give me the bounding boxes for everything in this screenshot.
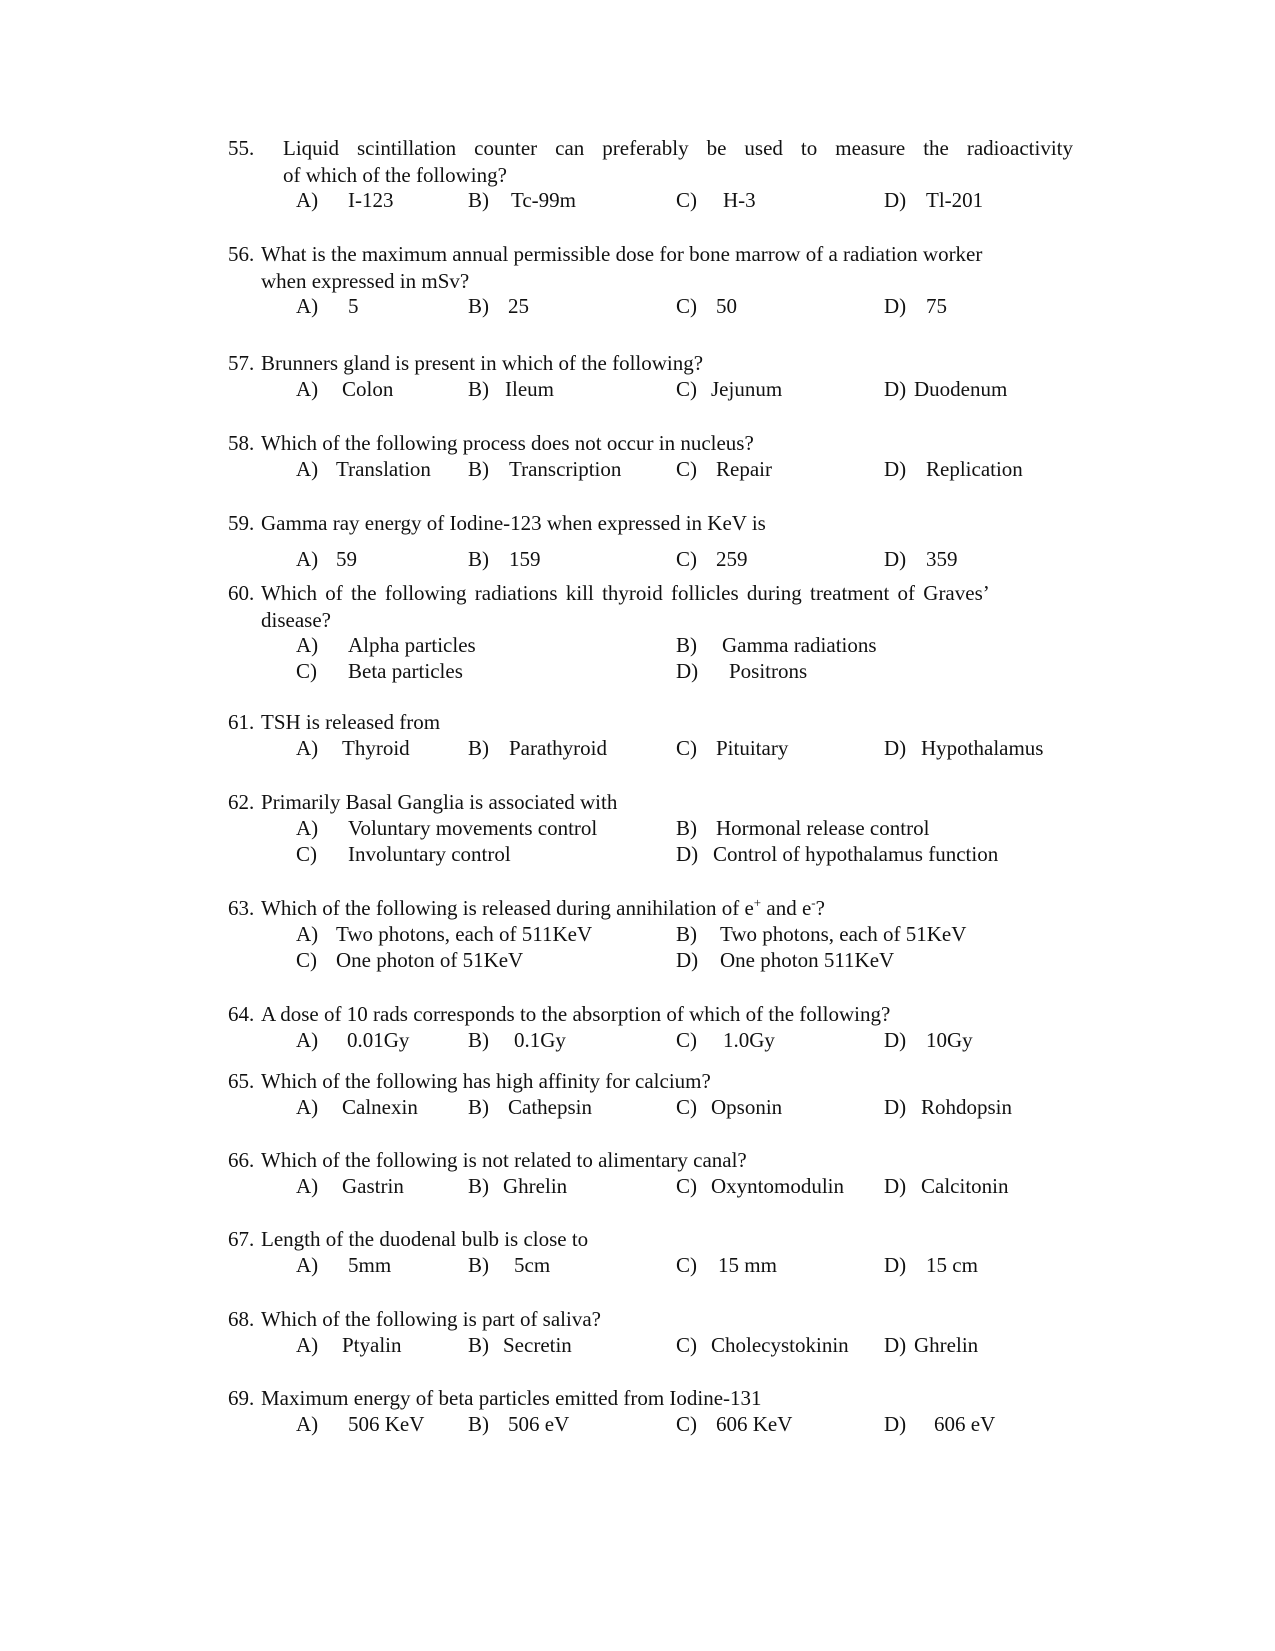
question-text-line: Gamma ray energy of Iodine-123 when expressed in KeV is bbox=[261, 511, 766, 535]
question-text-line: Primarily Basal Ganglia is associated with bbox=[261, 790, 618, 814]
option-d[interactable] bbox=[884, 1094, 1012, 1121]
option-d[interactable] bbox=[884, 1027, 973, 1054]
question-stem bbox=[228, 241, 1073, 295]
question-number: 62. bbox=[228, 790, 255, 814]
option-text: Ghrelin bbox=[914, 1333, 979, 1357]
option-label: C) bbox=[676, 377, 697, 401]
option-d[interactable] bbox=[884, 1332, 978, 1359]
option-text: Gastrin bbox=[342, 1174, 404, 1198]
option-label: B) bbox=[468, 1095, 489, 1119]
option-label: B) bbox=[468, 736, 489, 760]
option-label: B) bbox=[468, 1028, 489, 1052]
option-text: Calnexin bbox=[342, 1095, 418, 1119]
superscript-plus: + bbox=[753, 895, 762, 910]
option-a[interactable] bbox=[296, 1332, 402, 1359]
option-label: A) bbox=[296, 1028, 319, 1052]
option-text: 0.01Gy bbox=[347, 1028, 410, 1052]
option-text: One photon 511KeV bbox=[720, 948, 895, 972]
option-c[interactable] bbox=[676, 456, 772, 483]
option-c[interactable] bbox=[676, 1411, 792, 1438]
option-d[interactable] bbox=[884, 1173, 1009, 1200]
option-text: Colon bbox=[342, 377, 394, 401]
option-d[interactable] bbox=[884, 456, 1023, 483]
option-a[interactable] bbox=[296, 376, 393, 403]
option-b[interactable] bbox=[468, 1332, 572, 1359]
question-text-line: What is the maximum annual permissible dose for bone marrow of a radiation worker bbox=[261, 242, 983, 266]
option-label: B) bbox=[468, 188, 489, 212]
option-b[interactable] bbox=[676, 815, 929, 842]
option-label: D) bbox=[884, 188, 907, 212]
question-stem bbox=[228, 789, 1073, 816]
superscript-minus: - bbox=[811, 895, 816, 910]
option-d[interactable] bbox=[884, 1252, 978, 1279]
option-label: C) bbox=[296, 948, 317, 972]
option-a[interactable] bbox=[296, 1027, 409, 1054]
option-label: D) bbox=[884, 377, 907, 401]
option-label: C) bbox=[676, 1333, 697, 1357]
option-c[interactable] bbox=[676, 1252, 777, 1279]
question-text-line: Brunners gland is present in which of the following? bbox=[261, 351, 704, 375]
option-b[interactable] bbox=[468, 376, 554, 403]
option-label: A) bbox=[296, 547, 319, 571]
option-label: C) bbox=[676, 547, 697, 571]
question-number: 63. bbox=[228, 896, 255, 920]
option-text: 1.0Gy bbox=[723, 1028, 775, 1052]
option-a[interactable] bbox=[296, 293, 359, 320]
option-text: Cholecystokinin bbox=[711, 1333, 849, 1357]
option-text: Involuntary control bbox=[348, 842, 511, 866]
option-text: 606 eV bbox=[934, 1412, 996, 1436]
option-label: B) bbox=[468, 1174, 489, 1198]
option-text: Gamma radiations bbox=[722, 633, 877, 657]
question-number: 55. bbox=[228, 136, 255, 160]
option-text: Pituitary bbox=[716, 736, 789, 760]
option-label: D) bbox=[884, 736, 907, 760]
option-label: C) bbox=[676, 1253, 697, 1277]
option-text: H-3 bbox=[723, 188, 756, 212]
option-text: Voluntary movements control bbox=[348, 816, 598, 840]
option-d[interactable] bbox=[884, 187, 983, 214]
option-d[interactable] bbox=[884, 735, 1043, 762]
option-label: C) bbox=[676, 188, 697, 212]
option-text: 10Gy bbox=[926, 1028, 973, 1052]
option-d[interactable] bbox=[884, 546, 958, 573]
option-label: D) bbox=[884, 1412, 907, 1436]
question-number: 68. bbox=[228, 1307, 255, 1331]
question-stem bbox=[228, 1147, 1073, 1174]
question-text-line: Length of the duodenal bulb is close to bbox=[261, 1227, 589, 1251]
option-text: Beta particles bbox=[348, 659, 463, 683]
question-number: 61. bbox=[228, 710, 255, 734]
option-text: Control of hypothalamus function bbox=[713, 842, 999, 866]
question-number: 58. bbox=[228, 431, 255, 455]
option-d[interactable] bbox=[884, 293, 947, 320]
option-c[interactable] bbox=[676, 1332, 849, 1359]
option-text: Hormonal release control bbox=[716, 816, 930, 840]
option-a[interactable] bbox=[296, 1252, 391, 1279]
question-stem bbox=[228, 510, 1073, 537]
option-text: 606 KeV bbox=[716, 1412, 793, 1436]
option-a[interactable] bbox=[296, 456, 431, 483]
question-stem bbox=[228, 1068, 1073, 1095]
option-b[interactable] bbox=[468, 456, 621, 483]
stem-text-pre: Which of the following is released during annihilation of e bbox=[261, 896, 754, 920]
option-label: A) bbox=[296, 736, 319, 760]
option-text: 5 bbox=[348, 294, 359, 318]
option-b[interactable] bbox=[468, 1027, 566, 1054]
option-text: Ghrelin bbox=[503, 1174, 568, 1198]
question-text-line: Maximum energy of beta particles emitted from Iodine-131 bbox=[261, 1386, 762, 1410]
option-a[interactable] bbox=[296, 1173, 404, 1200]
option-a[interactable] bbox=[296, 921, 592, 948]
option-a[interactable] bbox=[296, 1411, 424, 1438]
option-text: Parathyroid bbox=[509, 736, 607, 760]
option-label: B) bbox=[468, 547, 489, 571]
option-c[interactable] bbox=[676, 293, 737, 320]
option-text: 5cm bbox=[514, 1253, 551, 1277]
question-stem bbox=[228, 1226, 1073, 1253]
option-text: 506 KeV bbox=[348, 1412, 425, 1436]
question-stem bbox=[228, 350, 1073, 377]
option-b[interactable] bbox=[468, 546, 541, 573]
question-stem bbox=[228, 1306, 1073, 1333]
question-number: 64. bbox=[228, 1002, 255, 1026]
question-stem bbox=[228, 1001, 1073, 1028]
question-number: 60. bbox=[228, 581, 255, 605]
option-label: A) bbox=[296, 633, 319, 657]
option-text: Repair bbox=[716, 457, 772, 481]
question-text-line: Which of the following has high affinity for calcium? bbox=[261, 1069, 711, 1093]
question-number: 67. bbox=[228, 1227, 255, 1251]
option-d[interactable] bbox=[884, 1411, 995, 1438]
option-text: 15 mm bbox=[718, 1253, 777, 1277]
option-label: D) bbox=[884, 457, 907, 481]
option-label: A) bbox=[296, 1174, 319, 1198]
option-c[interactable] bbox=[676, 1173, 844, 1200]
option-label: C) bbox=[676, 1174, 697, 1198]
option-a[interactable] bbox=[296, 735, 410, 762]
option-label: B) bbox=[468, 1253, 489, 1277]
option-label: C) bbox=[676, 457, 697, 481]
question-number: 56. bbox=[228, 242, 255, 266]
option-label: D) bbox=[676, 842, 699, 866]
option-text: 75 bbox=[926, 294, 947, 318]
question-number: 65. bbox=[228, 1069, 255, 1093]
option-b[interactable] bbox=[676, 632, 877, 659]
option-text: Translation bbox=[336, 457, 431, 481]
option-label: A) bbox=[296, 1412, 319, 1436]
question-stem bbox=[228, 135, 1073, 189]
option-label: D) bbox=[884, 294, 907, 318]
option-text: 359 bbox=[926, 547, 958, 571]
question-number: 57. bbox=[228, 351, 255, 375]
option-text: 506 eV bbox=[508, 1412, 570, 1436]
option-label: B) bbox=[468, 377, 489, 401]
option-label: D) bbox=[884, 1174, 907, 1198]
option-label: B) bbox=[468, 1412, 489, 1436]
option-label: B) bbox=[676, 633, 697, 657]
option-d[interactable] bbox=[676, 658, 807, 685]
option-text: 59 bbox=[336, 547, 357, 571]
option-label: A) bbox=[296, 377, 319, 401]
option-label: C) bbox=[676, 736, 697, 760]
option-label: A) bbox=[296, 816, 319, 840]
option-a[interactable] bbox=[296, 1094, 418, 1121]
question-number: 59. bbox=[228, 511, 255, 535]
question-stem bbox=[228, 430, 1073, 457]
question-text-line: Which of the following is not related to alimentary canal? bbox=[261, 1148, 747, 1172]
option-text: 25 bbox=[508, 294, 529, 318]
question-text-line: Which of the following is part of saliva? bbox=[261, 1307, 601, 1331]
option-label: D) bbox=[884, 1095, 907, 1119]
question-text-line: TSH is released from bbox=[261, 710, 441, 734]
question-text-line: A dose of 10 rads corresponds to the absorption of which of the following? bbox=[261, 1002, 891, 1026]
option-text: Cathepsin bbox=[508, 1095, 592, 1119]
option-a[interactable] bbox=[296, 815, 597, 842]
option-b[interactable] bbox=[468, 735, 607, 762]
option-text: 50 bbox=[716, 294, 737, 318]
option-b[interactable] bbox=[676, 921, 966, 948]
option-text: Tc-99m bbox=[511, 188, 577, 212]
option-text: Replication bbox=[926, 457, 1023, 481]
option-text: Positrons bbox=[729, 659, 808, 683]
option-label: D) bbox=[884, 1028, 907, 1052]
option-d[interactable] bbox=[676, 947, 894, 974]
option-text: Duodenum bbox=[914, 377, 1008, 401]
option-b[interactable] bbox=[468, 1094, 592, 1121]
option-c[interactable] bbox=[676, 1094, 782, 1121]
option-text: Rohdopsin bbox=[921, 1095, 1013, 1119]
option-label: D) bbox=[676, 659, 699, 683]
option-c[interactable] bbox=[296, 841, 511, 868]
option-text: Two photons, each of 51KeV bbox=[720, 922, 967, 946]
option-text: Tl-201 bbox=[926, 188, 984, 212]
question-stem bbox=[228, 709, 1073, 736]
option-b[interactable] bbox=[468, 1252, 550, 1279]
option-b[interactable] bbox=[468, 1173, 567, 1200]
option-label: B) bbox=[468, 1333, 489, 1357]
question-text-line: Which of the following radiations kill thyroid follicles during treatment of Graves’ bbox=[261, 581, 990, 605]
option-c[interactable] bbox=[676, 546, 748, 573]
question-number: 69. bbox=[228, 1386, 255, 1410]
option-label: A) bbox=[296, 1253, 319, 1277]
option-a[interactable] bbox=[296, 187, 394, 214]
option-text: Calcitonin bbox=[921, 1174, 1009, 1198]
option-text: Thyroid bbox=[342, 736, 410, 760]
option-c[interactable] bbox=[296, 947, 523, 974]
option-b[interactable] bbox=[468, 293, 529, 320]
option-label: D) bbox=[884, 547, 907, 571]
option-a[interactable] bbox=[296, 546, 357, 573]
option-d[interactable] bbox=[676, 841, 998, 868]
question-text-line: when expressed in mSv? bbox=[261, 269, 470, 293]
question-stem bbox=[228, 895, 1073, 922]
option-label: B) bbox=[676, 922, 697, 946]
option-label: C) bbox=[296, 659, 317, 683]
question-text-line bbox=[228, 895, 1073, 922]
option-label: A) bbox=[296, 457, 319, 481]
option-c[interactable] bbox=[676, 735, 788, 762]
option-text: Transcription bbox=[509, 457, 622, 481]
option-b[interactable] bbox=[468, 187, 576, 214]
option-label: A) bbox=[296, 188, 319, 212]
option-text: Hypothalamus bbox=[921, 736, 1044, 760]
option-text: Opsonin bbox=[711, 1095, 783, 1119]
option-label: B) bbox=[676, 816, 697, 840]
option-text: One photon of 51KeV bbox=[336, 948, 524, 972]
option-label: D) bbox=[884, 1333, 907, 1357]
option-c[interactable] bbox=[676, 1027, 775, 1054]
option-label: C) bbox=[296, 842, 317, 866]
option-text: Ptyalin bbox=[342, 1333, 402, 1357]
option-label: C) bbox=[676, 294, 697, 318]
question-stem bbox=[228, 1385, 1073, 1412]
option-text: Two photons, each of 511KeV bbox=[336, 922, 593, 946]
option-label: A) bbox=[296, 1095, 319, 1119]
option-text: 15 cm bbox=[926, 1253, 978, 1277]
question-text-line: of which of the following? bbox=[283, 163, 507, 187]
option-label: D) bbox=[884, 1253, 907, 1277]
option-text: Secretin bbox=[503, 1333, 572, 1357]
option-d[interactable] bbox=[884, 376, 1007, 403]
option-label: B) bbox=[468, 294, 489, 318]
stem-text-mid: and e bbox=[761, 896, 812, 920]
question-text-line: Which of the following process does not occur in nucleus? bbox=[261, 431, 754, 455]
option-a[interactable] bbox=[296, 632, 476, 659]
option-label: A) bbox=[296, 922, 319, 946]
option-text: Jejunum bbox=[711, 377, 783, 401]
question-text-line: disease? bbox=[261, 608, 331, 632]
option-c[interactable] bbox=[676, 187, 756, 214]
option-label: C) bbox=[676, 1412, 697, 1436]
option-c[interactable] bbox=[676, 376, 782, 403]
option-text: Alpha particles bbox=[348, 633, 476, 657]
question-text-line: Liquid scintillation counter can preferably be used to measure the radioactivity bbox=[283, 136, 1073, 160]
question-number: 66. bbox=[228, 1148, 255, 1172]
option-label: A) bbox=[296, 1333, 319, 1357]
option-label: A) bbox=[296, 294, 319, 318]
option-b[interactable] bbox=[468, 1411, 569, 1438]
option-text: I-123 bbox=[348, 188, 394, 212]
option-text: Ileum bbox=[505, 377, 554, 401]
option-text: 159 bbox=[509, 547, 541, 571]
question-stem bbox=[228, 580, 1073, 634]
option-c[interactable] bbox=[296, 658, 463, 685]
option-text: 259 bbox=[716, 547, 748, 571]
option-label: C) bbox=[676, 1028, 697, 1052]
option-label: C) bbox=[676, 1095, 697, 1119]
option-text: Oxyntomodulin bbox=[711, 1174, 845, 1198]
stem-text-post: ? bbox=[815, 896, 825, 920]
option-label: D) bbox=[676, 948, 699, 972]
option-text: 0.1Gy bbox=[514, 1028, 566, 1052]
option-text: 5mm bbox=[348, 1253, 392, 1277]
option-label: B) bbox=[468, 457, 489, 481]
